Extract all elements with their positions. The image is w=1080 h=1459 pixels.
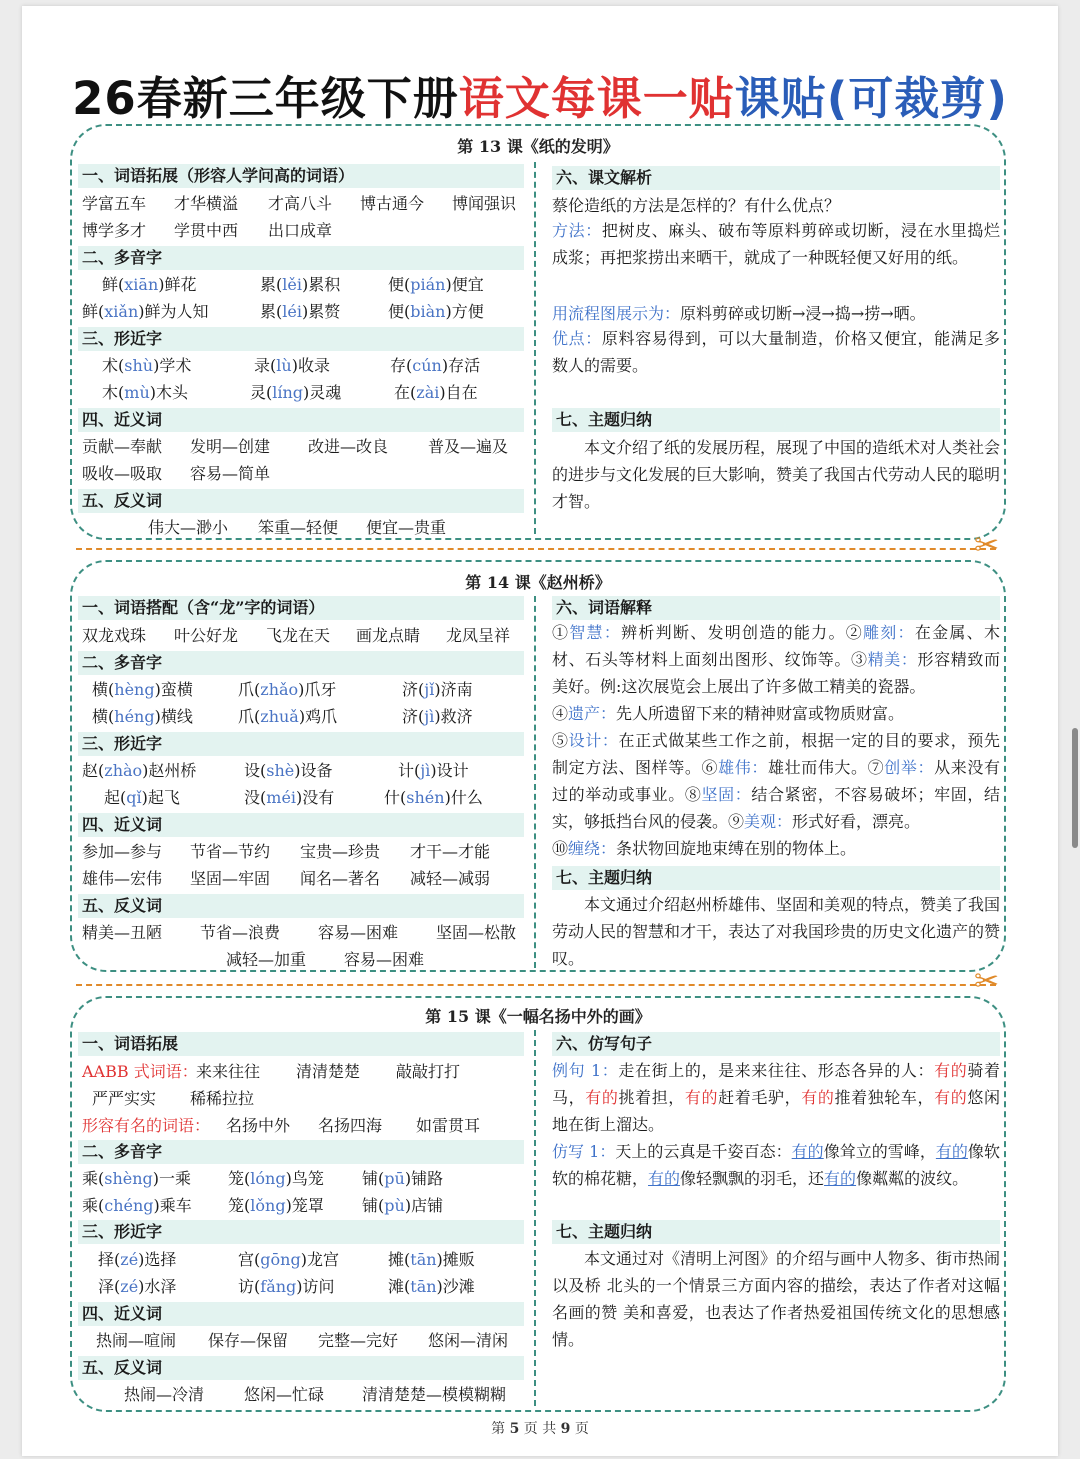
theme-text: 本文通过对《清明上河图》的介绍与画中人物多、街市热闹以及桥 北头的一个情景三方面内容的描绘，表达了作者对这幅名画的赞 美和喜爱，也表达了作者热爱祖国传统文化的思想感情。 (552, 1249, 1001, 1349)
lesson-15-right (552, 1032, 1000, 1406)
section-header: 六、词语解释 (552, 596, 1000, 620)
scissors-icon: ✂ (974, 528, 1000, 563)
lesson-13-card (70, 124, 1006, 540)
page-footer: 第 5 页 共 9 页 (491, 1421, 589, 1437)
section-header: 三、形近字 (78, 327, 524, 351)
scissors-icon: ✂ (974, 964, 1000, 999)
section-header: 七、主题归纳 (552, 1220, 1000, 1244)
cut-line (76, 548, 996, 550)
section-header: 五、反义词 (78, 894, 524, 918)
section-header: 六、仿写句子 (552, 1032, 1000, 1056)
column-divider (534, 596, 536, 968)
lesson-13-left: 一、词语拓展（形容人学问高的词语） 学富五车 才华横溢 才高八斗 博古通今 博闻强识 博学多才 学贯中西 出口成章 二、多音字 鲜(xiān)鲜花 累(lěi)累积 便(pián)便宜 鲜(xiǎn)鲜为人知 累(léi)累赘 便(biàn)方便 三、形近字 术(shù)学术 录(lù)收录 存(cún)存活 木(mù)木头 灵(líng)灵魂 在(zài)自在 四、近义词 贡献—奉献 发明—创建 改进—改良 普及—遍及 吸收—吸取 容易—简单 五、反义词 伟大—渺小 笨重—轻便 便宜—贵重 (78, 164, 524, 534)
section-header: 七、主题归纳 (552, 866, 1000, 890)
question-text: 蔡伦造纸的方法是怎样的？有什么优点？ (552, 196, 841, 215)
lesson-14-title: 第 14 课《赵州桥》 (465, 573, 611, 592)
lesson-13-title: 第 13 课《纸的发明》 (457, 137, 619, 156)
section-header: 一、词语拓展（形容人学问高的词语） (78, 164, 524, 188)
column-divider (534, 162, 536, 534)
section-header: 六、课文解析 (552, 166, 1000, 190)
section-header: 一、词语拓展 (78, 1032, 524, 1056)
section-header: 五、反义词 (78, 489, 524, 513)
cut-line (76, 984, 996, 986)
section-header: 四、近义词 (78, 408, 524, 432)
theme-text: 本文通过介绍赵州桥雄伟、坚固和美观的特点，赞美了我国劳动人民的智慧和才干，表达了对我国珍贵的历史文化遗产的赞叹。 (552, 895, 1001, 968)
lesson-15-card (70, 996, 1006, 1412)
section-header: 五、反义词 (78, 1356, 524, 1380)
theme-text: 本文介绍了纸的发展历程，展现了中国的造纸术对人类社会的进步与文化发展的巨大影响，赞美了我国古代劳动人民的聪明才智。 (552, 438, 1001, 511)
lesson-14-card (70, 560, 1006, 972)
lesson-13-right (552, 164, 1000, 534)
section-header: 二、多音字 (78, 246, 524, 270)
example-sentence: 例句 1：走在街上的，是来来往往、形态各异的人：有的骑着马，有的挑着担，有的赶着毛驴，有的推着独轮车，有的悠闲地在街上溜达。 (552, 1061, 1000, 1134)
section-header: 一、词语搭配（含“龙”字的词语） (78, 596, 524, 620)
imitation-sentence: 仿写 1：天上的云真是千姿百态：有的像耸立的雪峰，有的像软软的棉花糖，有的像轻飘飘的羽毛，还有的像粼粼的波纹。 (552, 1142, 1000, 1188)
explanation-text: ①智慧：辨析判断、发明创造的能力。②雕刻：在金属、木材、石头等材料上面刻出图形、纹饰等。③精美：形容精致而美好。例:这次展览会上展出了许多做工精美的瓷器。 ④遗产：先人所遗留下来的精神财富或物质财富。 ⑤设计：在正式做某些工作之前，根据一定的目的要求，预先制定方法、图样等。⑥雄伟：雄壮而伟大。⑦创举：从来没有过的举动或事业。⑧坚固：结合紧密，不容易破坏；牢固，结实，够抵挡台风的侵袭。⑨美观：形式好看，漂亮。 ⑩缠绕：条状物回旋地束缚在别的物体上。 (552, 623, 1000, 858)
lesson-14-right (552, 596, 1000, 968)
section-header: 四、近义词 (78, 813, 524, 837)
scrollbar[interactable] (1072, 728, 1078, 848)
page-title: 26春新三年级下册语文每课一贴课贴(可裁剪) (72, 72, 1008, 125)
section-header: 三、形近字 (78, 732, 524, 756)
flow-text: 用流程图展示为：原料剪碎或切断→浸→捣→捞→晒。 (552, 304, 926, 323)
section-header: 二、多音字 (78, 1140, 524, 1164)
method-text: 方法：把树皮、麻头、破布等原料剪碎或切断，浸在水里捣烂成浆；再把浆捞出来晒干，就成了一种既轻便又好用的纸。 (552, 221, 1000, 267)
lesson-15-left: 一、词语拓展 AABB 式词语： 来来往往 清清楚楚 敲敲打打 严严实实 稀稀拉拉 形容有名的词语： 名扬中外 名扬四海 如雷贯耳 二、多音字 乘(shèng)一乘 笼(lóng)鸟笼 铺(pū)铺路 乘(chéng)乘车 笼(lǒng)笼罩 铺(pù)店铺 三、形近字 择(zé)选择 宫(gōng)龙宫 摊(tān)摊贩 泽(zé)水泽 访(fǎng)访问 滩(tān)沙滩 四、近义词 热闹—喧闹 保存—保留 完整—完好 悠闲—清闲 五、反义词 热闹—冷清 悠闲—忙碌 清清楚楚—模模糊糊 (78, 1032, 524, 1406)
section-header: 三、形近字 (78, 1220, 524, 1244)
section-header: 二、多音字 (78, 651, 524, 675)
section-header: 四、近义词 (78, 1302, 524, 1326)
lesson-15-title: 第 15 课《一幅名扬中外的画》 (425, 1007, 651, 1026)
column-divider (534, 1030, 536, 1406)
lesson-14-left: 一、词语搭配（含“龙”字的词语） 双龙戏珠 叶公好龙 飞龙在天 画龙点睛 龙凤呈祥 二、多音字 横(hèng)蛮横 爪(zhǎo)爪牙 济(jǐ)济南 横(héng)横线 爪(zhuǎ)鸡爪 济(jì)救济 三、形近字 赵(zhào)赵州桥 设(shè)设备 计(jì)设计 起(qǐ)起飞 没(méi)没有 什(shén)什么 四、近义词 参加—参与 节省—节约 宝贵—珍贵 才干—才能 雄伟—宏伟 坚固—牢固 闻名—著名 减轻—减弱 五、反义词 精美—丑陋 节省—浪费 容易—困难 坚固—松散 减轻—加重 容易—困难 (78, 596, 524, 968)
advantage-text: 优点：原料容易得到，可以大量制造，价格又便宜，能满足多数人的需要。 (552, 329, 1000, 375)
section-header: 七、主题归纳 (552, 408, 1000, 432)
